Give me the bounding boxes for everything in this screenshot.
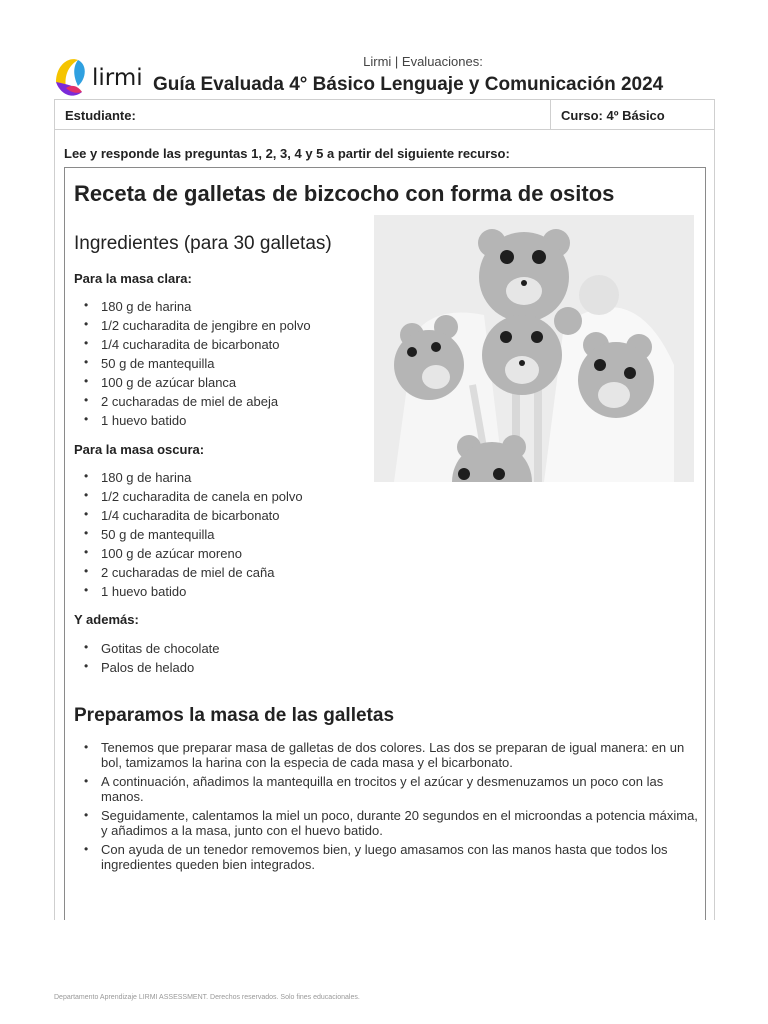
list-item: • 1/4 cucharadita de bicarbonato — [84, 506, 303, 525]
list-item: • 2 cucharadas de miel de caña — [84, 563, 303, 582]
list-item: • 1 huevo batido — [84, 411, 311, 430]
svg-text:lirmi: lirmi — [92, 65, 143, 91]
student-label: Estudiante: — [55, 100, 551, 129]
list-item: • 2 cucharadas de miel de abeja — [84, 392, 311, 411]
preparation-heading: Preparamos la masa de las galletas — [74, 705, 395, 726]
course-label: Curso: 4º Básico — [561, 108, 665, 123]
footer-note: Departamento Aprendizaje LIRMI ASSESSMENT. Derechos reservados. Solo fines educacionales. — [54, 994, 360, 1001]
header-subtitle: Lirmi | Evaluaciones: — [363, 54, 483, 69]
dark-dough-heading: Para la masa oscura: — [74, 442, 205, 457]
list-item: • 180 g de harina — [84, 468, 303, 487]
student-info-row — [54, 99, 715, 130]
bear-cookies-photo — [374, 215, 694, 482]
instruction-text: Lee y responde las preguntas 1, 2, 3, 4 y 5 a partir del siguiente recurso: — [64, 146, 510, 161]
list-item: • 50 g de mantequilla — [84, 354, 311, 373]
light-dough-list — [84, 297, 311, 430]
preparation-steps — [84, 740, 704, 876]
list-item: • 1/2 cucharadita de canela en polvo — [84, 487, 303, 506]
list-item: • 50 g de mantequilla — [84, 525, 303, 544]
page-title: Guía Evaluada 4° Básico Lenguaje y Comunicación 2024 — [153, 74, 664, 95]
list-item: • 1 huevo batido — [84, 582, 303, 601]
list-item: • Palos de helado — [84, 658, 220, 677]
recipe-title: Receta de galletas de bizcocho con forma de ositos — [74, 181, 615, 206]
list-item: • A continuación, añadimos la mantequilla en trocitos y el azúcar y desmenuzamos un poco con las manos. — [84, 774, 704, 804]
list-item: • Gotitas de chocolate — [84, 639, 220, 658]
list-item: • 180 g de harina — [84, 297, 311, 316]
list-item: • 100 g de azúcar blanca — [84, 373, 311, 392]
list-item: • 1/2 cucharadita de jengibre en polvo — [84, 316, 311, 335]
list-item: • Con ayuda de un tenedor removemos bien, y luego amasamos con las manos hasta que todos los ingredientes queden bien integrados. — [84, 842, 704, 872]
extras-list — [84, 639, 220, 677]
list-item: • 1/4 cucharadita de bicarbonato — [84, 335, 311, 354]
list-item: • 100 g de azúcar moreno — [84, 544, 303, 563]
dark-dough-list — [84, 468, 303, 601]
extras-heading: Y además: — [74, 612, 139, 627]
light-dough-heading: Para la masa clara: — [74, 271, 192, 286]
ingredients-heading: Ingredientes (para 30 galletas) — [74, 233, 332, 254]
list-item: • Tenemos que preparar masa de galletas de dos colores. Las dos se preparan de igual manera: en un bol, tamizamos la harina con la especia de cada masa y el bicarbonato. — [84, 740, 704, 770]
list-item: • Seguidamente, calentamos la miel un poco, durante 20 segundos en el microondas a potencia máxima, y añadimos a la masa, junto con el huevo batido. — [84, 808, 704, 838]
